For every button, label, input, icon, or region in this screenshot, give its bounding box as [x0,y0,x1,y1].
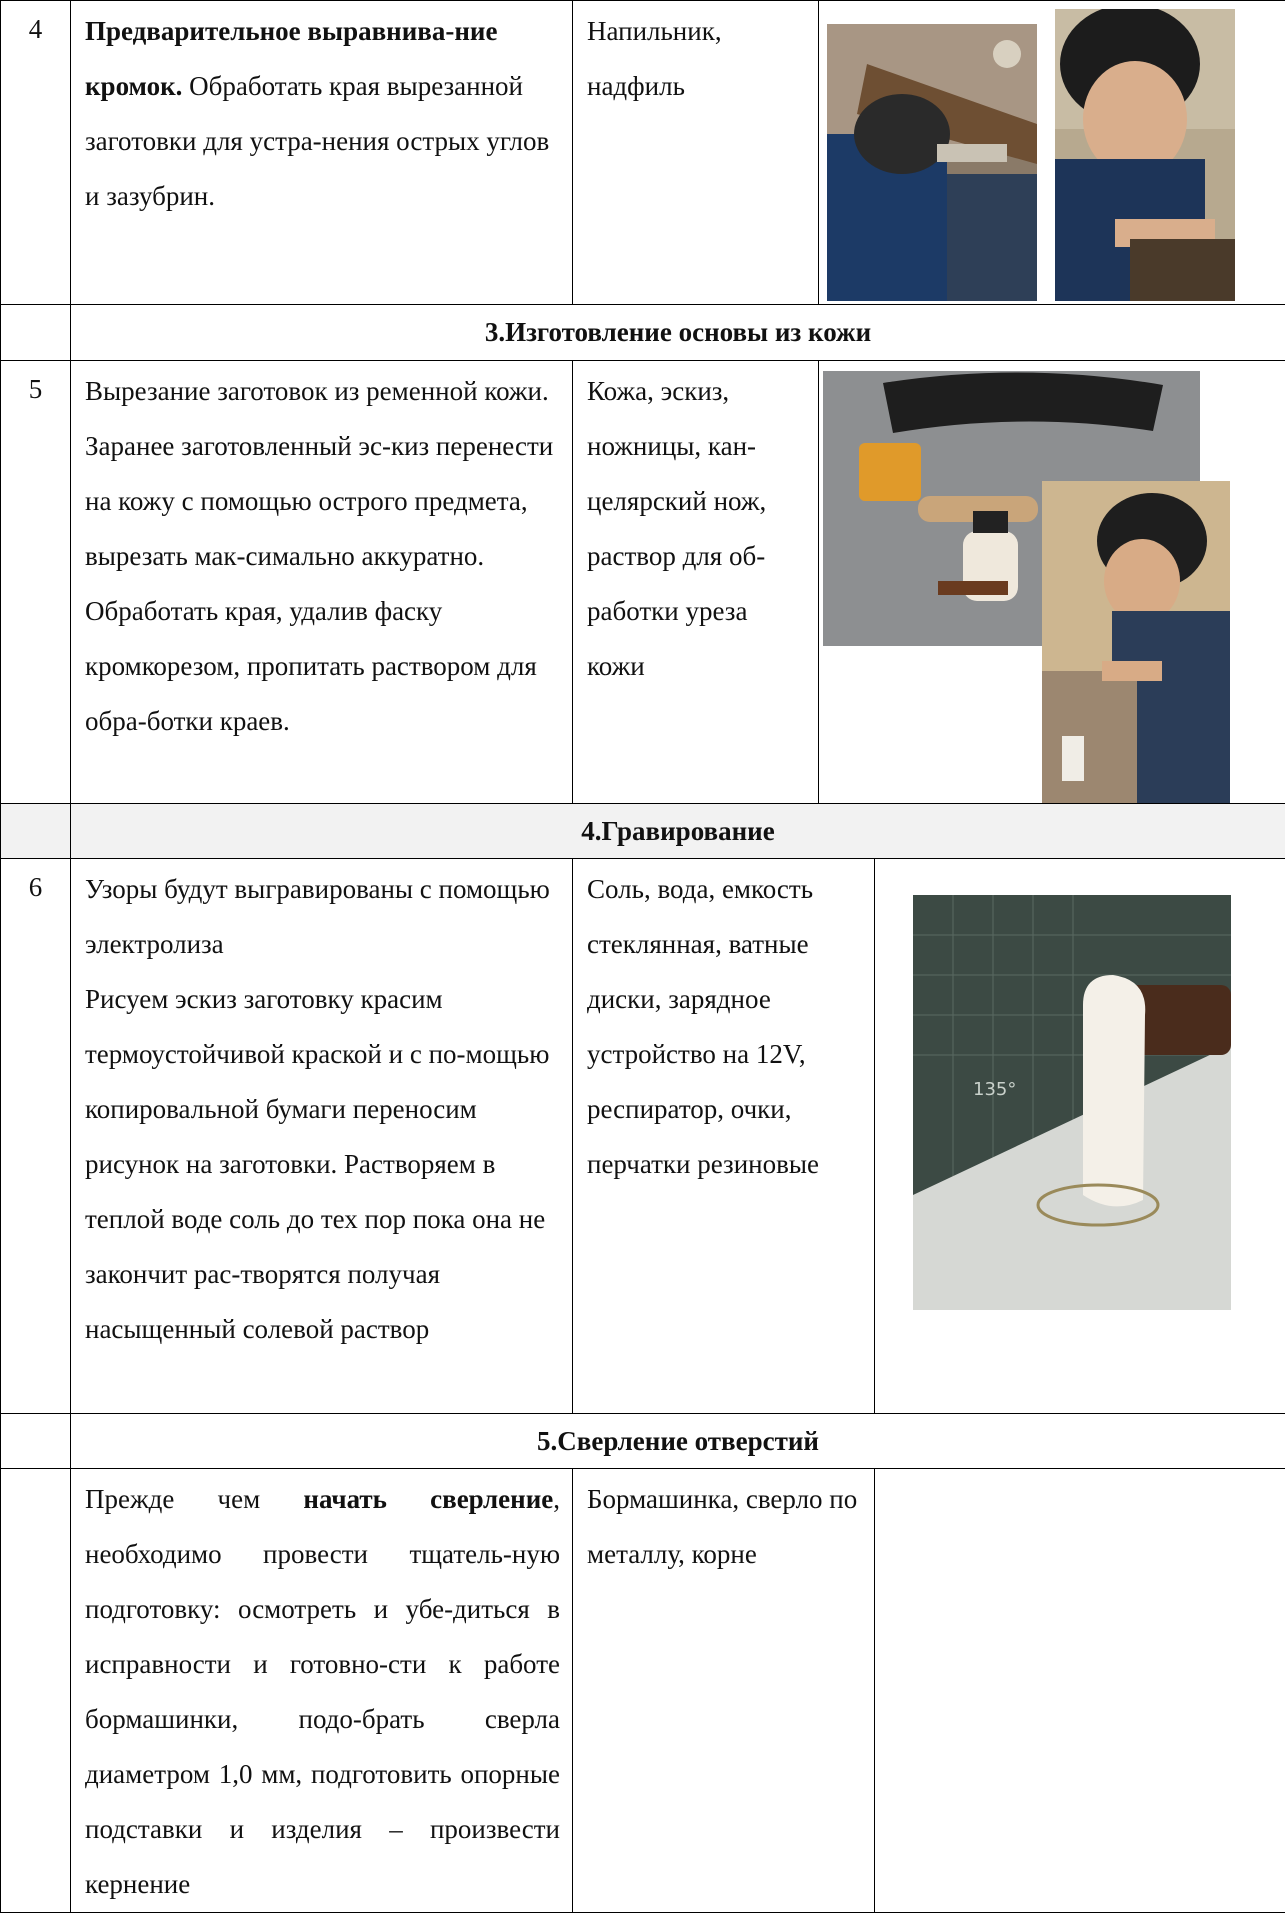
section-title: 4.Гравирование [71,804,1285,859]
step-photos [819,1,1285,305]
step-photos [875,1469,1285,1913]
table-row [1,859,1285,1414]
step-number: 4 [1,1,71,305]
step-materials: Соль, вода, емкость стеклянная, ватные диски, зарядное устройство на 12V, респиратор, очки, перчатки резиновые [573,859,875,1414]
section-row [1,1414,1285,1469]
step-description: Узоры будут выгравированы с помощью электролиза Рисуем эскиз заготовку красим термоустойчивой краской и с по-мощью копировальной бумаги переносим рисунок на заготовки. Растворяем в теплой воде соль до тех пор пока она не закончит рас-творятся получая насыщенный солевой раствор [71,859,573,1414]
step-title: Предварительное выравнива-ние кромок. [85,16,497,101]
step-number: 6 [1,859,71,1414]
angle-label: 135° [973,1079,1016,1100]
student-filing-closeup-photo [1055,9,1235,301]
step-description: Вырезание заготовок из ременной кожи. Заранее заготовленный эс-киз перенести на кожу с помощью острого предмета, вырезать мак-симально аккуратно. Обработать края, удалив фаску кромкорезом, пропитать раствором для обра-ботки краев. [71,361,573,804]
step-materials: Напильник, надфиль [573,1,819,305]
step-number: 5 [1,361,71,804]
section-title: 5.Сверление отверстий [71,1414,1285,1469]
student-working-leather-photo [1042,481,1230,804]
section-title: 3.Изготовление основы из кожи [71,305,1285,361]
student-filing-workpiece-photo [827,24,1037,301]
drilling-emphasis: начать сверление [303,1484,553,1514]
section-row [1,804,1285,859]
section-row [1,305,1285,361]
table-row [1,1469,1285,1913]
step-description: Прежде чем начать сверление, необходимо провести тщатель-ную подготовку: осмотреть и убе-диться в исправности и готовно-сти к работе бормашинки, подо-брать сверла диаметром 1,0 мм, подготовить опорные подставки и изделия – произвести кернение [71,1469,573,1913]
step-photos [875,859,1285,1414]
step-materials: Бормашинка, сверло по металлу, корне [573,1469,875,1913]
electrolysis-engraving-photo [913,895,1231,1310]
table-row [1,1,1285,305]
step-number [1,1469,71,1913]
step-materials: Кожа, эскиз, ножницы, кан-целярский нож, раствор для об-работки уреза кожи [573,361,819,804]
step-text: Обработать края вырезанной заготовки для устра-нения острых углов и зазубрин. [85,71,549,211]
step-description [71,1,573,305]
step-photos [819,361,1285,804]
table-row [1,361,1285,804]
